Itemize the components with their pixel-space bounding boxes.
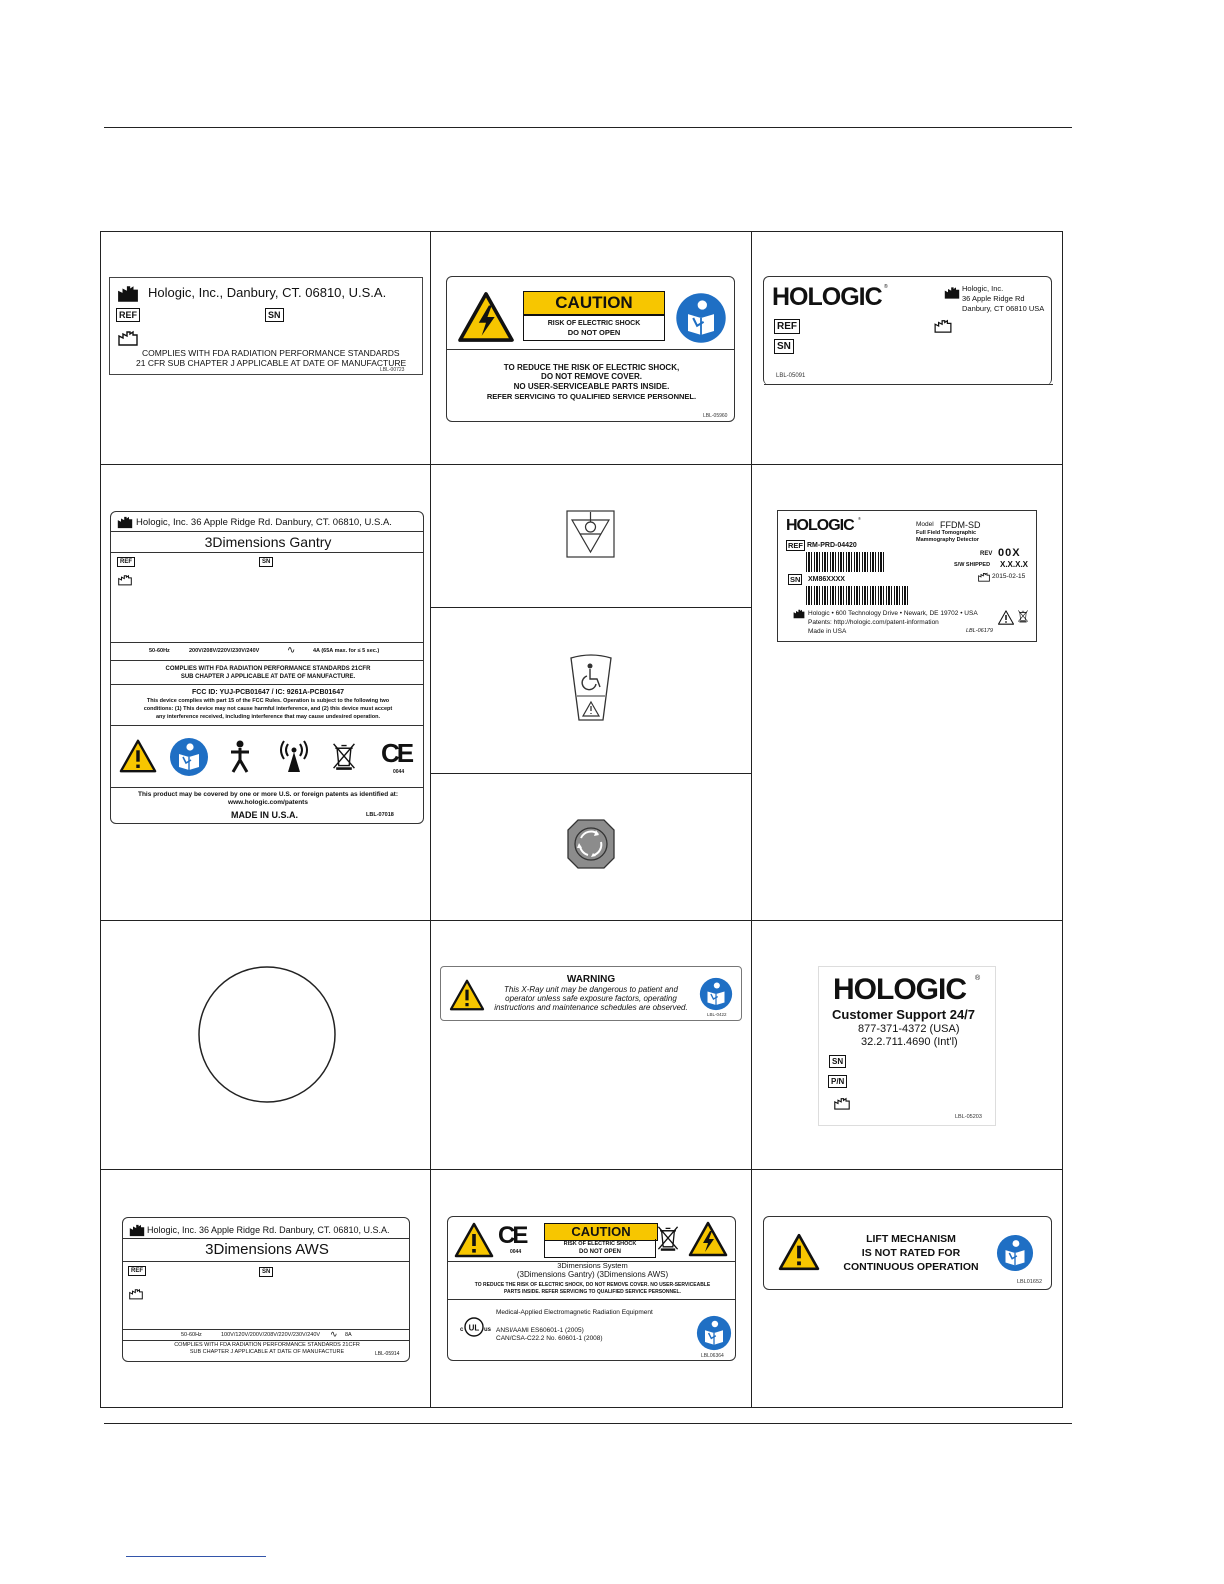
label-lbl-0422: [440, 966, 742, 1021]
ac-symbol: ∿: [330, 1329, 338, 1339]
divider: [111, 531, 423, 532]
model-label: Model: [916, 521, 934, 528]
fcc-statement-1: This device complies with part 15 of the FCC Rules. Operation is subject to the following two: [146, 698, 390, 704]
compliance-line-2: SUB CHAPTER J APPLICABLE AT DATE OF MANUFACTURE: [189, 1349, 345, 1355]
label-id: LBL-05203: [955, 1114, 982, 1120]
label-id: LBL01652: [1017, 1279, 1043, 1285]
manufacturer-address: Hologic, Inc. 36 Apple Ridge Rd. Danbury, CT. 06810, U.S.A.: [147, 1225, 390, 1235]
patent-url: Patents: http://hologic.com/patent-information: [808, 619, 939, 626]
manufacturer-address: Hologic • 600 Technology Drive • Newark, DE 19702 • USA: [808, 610, 978, 617]
compliance-line-1: COMPLIES WITH FDA RADIATION PERFORMANCE STANDARDS 21CFR: [165, 666, 371, 672]
label-id: LBL-07018: [366, 812, 394, 818]
divider: [111, 642, 423, 643]
caution-sub-frame: [523, 315, 665, 341]
registered-mark: ®: [858, 516, 861, 521]
sw-label: S/W SHIPPED: [954, 562, 991, 568]
date-of-manufacture-icon: [118, 574, 132, 586]
standard-csa: CAN/CSA-C22.2 No. 60601-1 (2008): [496, 1335, 603, 1342]
manufacturer-address: Hologic, Inc. 36 Apple Ridge Rd. Danbury, CT. 06810, U.S.A.: [136, 517, 392, 528]
product-title: 3Dimensions Gantry: [204, 534, 332, 550]
footer-link-underline[interactable]: [126, 1556, 266, 1557]
general-warning-icon: [119, 738, 157, 774]
label-id: LBL06364: [701, 1353, 724, 1359]
label-lbl-06179: [777, 510, 1037, 642]
label-id: LBL-05914: [375, 1351, 400, 1357]
customer-support-heading: Customer Support 24/7: [832, 1007, 976, 1022]
manufacturer-icon: [944, 286, 960, 300]
grid-col-divider-1: [430, 231, 431, 1408]
svg-text:c: c: [460, 1327, 464, 1333]
equipotentiality-icon: [566, 510, 615, 558]
label-lbl-06364: [447, 1216, 736, 1361]
caution-sub-2: DO NOT OPEN: [578, 1249, 621, 1255]
general-warning-icon: [449, 979, 485, 1011]
type-b-applied-part-icon: [229, 740, 251, 774]
shock-warning-2: PARTS INSIDE. REFER SERVICING TO QUALIFIED SERVICE PERSONNEL.: [504, 1289, 681, 1295]
ac-symbol: ∿: [287, 645, 296, 656]
equipment-classification: Medical-Applied Electromagnetic Radiation Equipment: [496, 1309, 653, 1316]
ref-box: REF: [128, 1266, 146, 1276]
caution-header: CAUTION: [544, 1223, 658, 1241]
ref-box: REF: [117, 557, 135, 567]
power-frequency: 50-60Hz: [149, 648, 170, 654]
ref-box: REF: [788, 541, 803, 550]
manufacture-date: 2015-02-15: [992, 573, 1026, 580]
registered-mark: ®: [884, 284, 888, 290]
lift-warning-line-3: CONTINUOUS OPERATION: [843, 1261, 979, 1273]
date-of-manufacture-icon: [934, 319, 952, 333]
power-voltage: 200V/208V/220V/230V/240V: [189, 648, 260, 654]
company-name: Hologic, Inc.: [962, 284, 1004, 293]
standard-ansi: ANSI/AAMI ES60601-1 (2005): [496, 1327, 584, 1334]
ce-notified-body: 0044: [510, 1249, 522, 1255]
manufacturer-icon: [793, 609, 805, 619]
lift-warning-line-2: IS NOT RATED FOR: [861, 1247, 961, 1259]
sn-value: XM86XXXX: [808, 576, 845, 583]
rev-label: REV: [980, 551, 993, 557]
patent-line-1: This product may be covered by one or more U.S. or foreign patents as identified at:: [137, 791, 399, 798]
sn-box: SN: [774, 339, 794, 354]
divider: [111, 684, 423, 685]
sn-box: SN: [259, 557, 273, 567]
product-title: 3Dimensions AWS: [205, 1241, 329, 1258]
non-ionizing-radiation-icon: [276, 738, 312, 774]
compliance-line-2: SUB CHAPTER J APPLICABLE AT DATE OF MANUFACTURE.: [180, 674, 356, 680]
support-phone-intl: 32.2.711.4690 (Int'l): [861, 1036, 958, 1048]
label-id: LBL-06179: [966, 628, 993, 634]
power-current: 8A: [345, 1332, 352, 1338]
patient-wheelchair-caution-icon: [567, 654, 615, 724]
ref-barcode: [806, 552, 886, 572]
svg-text:UL: UL: [468, 1323, 480, 1333]
general-warning-icon: [454, 1222, 494, 1258]
compliance-line-1: COMPLIES WITH FDA RADIATION PERFORMANCE STANDARDS 21CFR: [174, 1342, 360, 1348]
compliance-line-1: COMPLIES WITH FDA RADIATION PERFORMANCE STANDARDS: [142, 348, 400, 358]
read-manual-icon: [699, 977, 733, 1011]
caution-line-1: TO REDUCE THE RISK OF ELECTRIC SHOCK,: [503, 363, 680, 372]
divider: [111, 660, 423, 661]
electric-shock-warning-icon: [455, 291, 517, 343]
label-lbl-07018: [110, 511, 424, 824]
company-city: Danbury, CT 06810 USA: [962, 304, 1045, 313]
registered-mark: ®: [975, 975, 981, 982]
divider: [123, 1261, 409, 1262]
warning-line-2: operator unless safe exposure factors, operating: [505, 994, 677, 1003]
blank-circle-label: [197, 965, 337, 1104]
manufacturer-icon: [117, 516, 133, 529]
general-warning-icon: [778, 1233, 820, 1271]
sn-box: SN: [259, 1267, 273, 1277]
power-current: 4A (65A max. for ≤ 5 sec.): [313, 648, 380, 654]
made-in-usa: Made in USA: [808, 628, 847, 635]
caution-header: CAUTION: [523, 291, 665, 315]
model-description-2: Mammography Detector: [916, 537, 979, 543]
ce-notified-body: 0044: [393, 769, 405, 775]
grid-row-divider-1: [100, 464, 1063, 465]
power-voltage: 100V/120V/200V/208V/220V/230V/240V: [221, 1332, 321, 1338]
caution-sub-1: RISK OF ELECTRIC SHOCK: [563, 1241, 637, 1247]
date-of-manufacture-icon: [978, 572, 990, 582]
sn-box: SN: [790, 575, 801, 584]
caution-sub-1: RISK OF ELECTRIC SHOCK: [547, 320, 641, 327]
label-lbl-05091: [763, 276, 1052, 385]
caution-line-4: REFER SERVICING TO QUALIFIED SERVICE PERSONNEL.: [486, 392, 697, 401]
label-id: LBL-0422: [707, 1012, 727, 1017]
caution-divider: [447, 349, 734, 350]
system-components: (3Dimensions Gantry) (3Dimensions AWS): [516, 1270, 669, 1279]
model-value: FFDM-SD: [940, 520, 981, 530]
warning-line-1: This X-Ray unit may be dangerous to patient and: [504, 985, 678, 994]
fcc-statement-3: any interference received, including interference that may cause undesired operation.: [155, 714, 381, 720]
grid-row-divider-3: [100, 1169, 1063, 1170]
power-frequency: 50-60Hz: [181, 1332, 202, 1338]
sw-value: X.X.X.X: [1000, 560, 1029, 569]
read-manual-icon: [996, 1234, 1034, 1272]
divider: [123, 1340, 409, 1341]
sn-barcode: [806, 586, 910, 605]
rotation-control-icon: [566, 818, 616, 870]
ce-mark: CE: [381, 738, 412, 768]
divider: [111, 787, 423, 788]
grid-row-divider-2: [100, 920, 1063, 921]
svg-text:us: us: [484, 1327, 492, 1333]
divider: [123, 1238, 409, 1239]
weee-disposal-icon: [1017, 609, 1029, 623]
read-manual-icon: [169, 737, 209, 777]
rev-value: 00X: [998, 547, 1021, 559]
electric-shock-warning-icon: [688, 1221, 728, 1257]
label-id: LBL-00723: [380, 367, 405, 373]
support-phone-usa: 877-371-4372 (USA): [858, 1023, 960, 1035]
ref-box: REF: [774, 319, 800, 334]
model-description-1: Full Field Tomographic: [916, 530, 977, 536]
label-id: LBL-05091: [776, 373, 806, 379]
divider: [111, 552, 423, 553]
footer-rule: [104, 1423, 1072, 1424]
ref-value: RM-PRD-04420: [807, 542, 857, 549]
fcc-statement-2: conditions: (1) This device may not cause harmful interference, and (2) this device must accept: [143, 706, 393, 712]
system-name: 3Dimensions System: [557, 1261, 628, 1270]
ce-mark: CE: [498, 1222, 526, 1249]
divider: [123, 1329, 409, 1330]
caution-line-3: NO USER-SERVICEABLE PARTS INSIDE.: [513, 382, 670, 391]
warning-title: WARNING: [566, 974, 616, 985]
date-of-manufacture-icon: [118, 330, 138, 346]
made-in-usa: MADE IN U.S.A.: [231, 810, 299, 820]
general-warning-icon: [997, 610, 1015, 625]
hologic-logo: HOLOGIC: [786, 517, 854, 534]
divider: [111, 725, 423, 726]
grid-sub-divider-1: [430, 607, 751, 608]
manufacturer-icon: [129, 1224, 145, 1237]
grid-sub-divider-2: [430, 773, 751, 774]
date-of-manufacture-icon: [129, 1288, 143, 1300]
sn-box: SN: [829, 1055, 846, 1068]
grid-col-divider-2: [751, 231, 752, 1408]
hologic-logo: HOLOGIC: [833, 973, 966, 1006]
read-manual-icon: [675, 292, 727, 344]
header-rule: [104, 127, 1072, 128]
company-street: 36 Apple Ridge Rd: [962, 294, 1025, 303]
hologic-logo: HOLOGIC: [772, 283, 882, 311]
label-lbl-05960: [446, 276, 735, 422]
label-bottom-edge: [764, 384, 1053, 385]
ul-classified-mark-icon: [454, 1311, 494, 1343]
date-of-manufacture-icon: [834, 1097, 850, 1110]
caution-line-2: DO NOT REMOVE COVER.: [541, 372, 642, 381]
compliance-line-2: 21 CFR SUB CHAPTER J APPLICABLE AT DATE OF MANUFACTURE: [136, 358, 407, 368]
ref-box: REF: [116, 308, 140, 322]
pn-box: P/N: [828, 1075, 847, 1088]
fcc-id: FCC ID: YUJ-PCB01647 / IC: 9261A-PCB01647: [192, 689, 344, 696]
label-lbl-01652: [763, 1216, 1052, 1290]
patent-line-2: www.hologic.com/patents: [228, 799, 308, 806]
lift-warning-line-1: LIFT MECHANISM: [866, 1233, 956, 1245]
sn-box: SN: [265, 308, 284, 322]
label-id: LBL-05960: [703, 413, 728, 419]
manufacturer-address: Hologic, Inc., Danbury, CT. 06810, U.S.A.: [148, 285, 387, 300]
label-lbl-05203: [818, 966, 996, 1126]
label-lbl-00723: [109, 277, 423, 375]
weee-disposal-icon: [656, 1223, 680, 1253]
weee-disposal-icon: [331, 740, 357, 772]
label-lbl-05914: [122, 1217, 410, 1362]
divider: [448, 1299, 735, 1300]
warning-line-3: instructions and maintenance schedules are observed.: [494, 1003, 688, 1012]
read-manual-icon: [696, 1315, 732, 1351]
shock-warning-1: TO REDUCE THE RISK OF ELECTRIC SHOCK, DO NOT REMOVE COVER. NO USER-SERVICEABLE: [474, 1282, 711, 1288]
caution-sub-2: DO NOT OPEN: [567, 328, 621, 337]
manufacturer-icon: [117, 285, 139, 303]
